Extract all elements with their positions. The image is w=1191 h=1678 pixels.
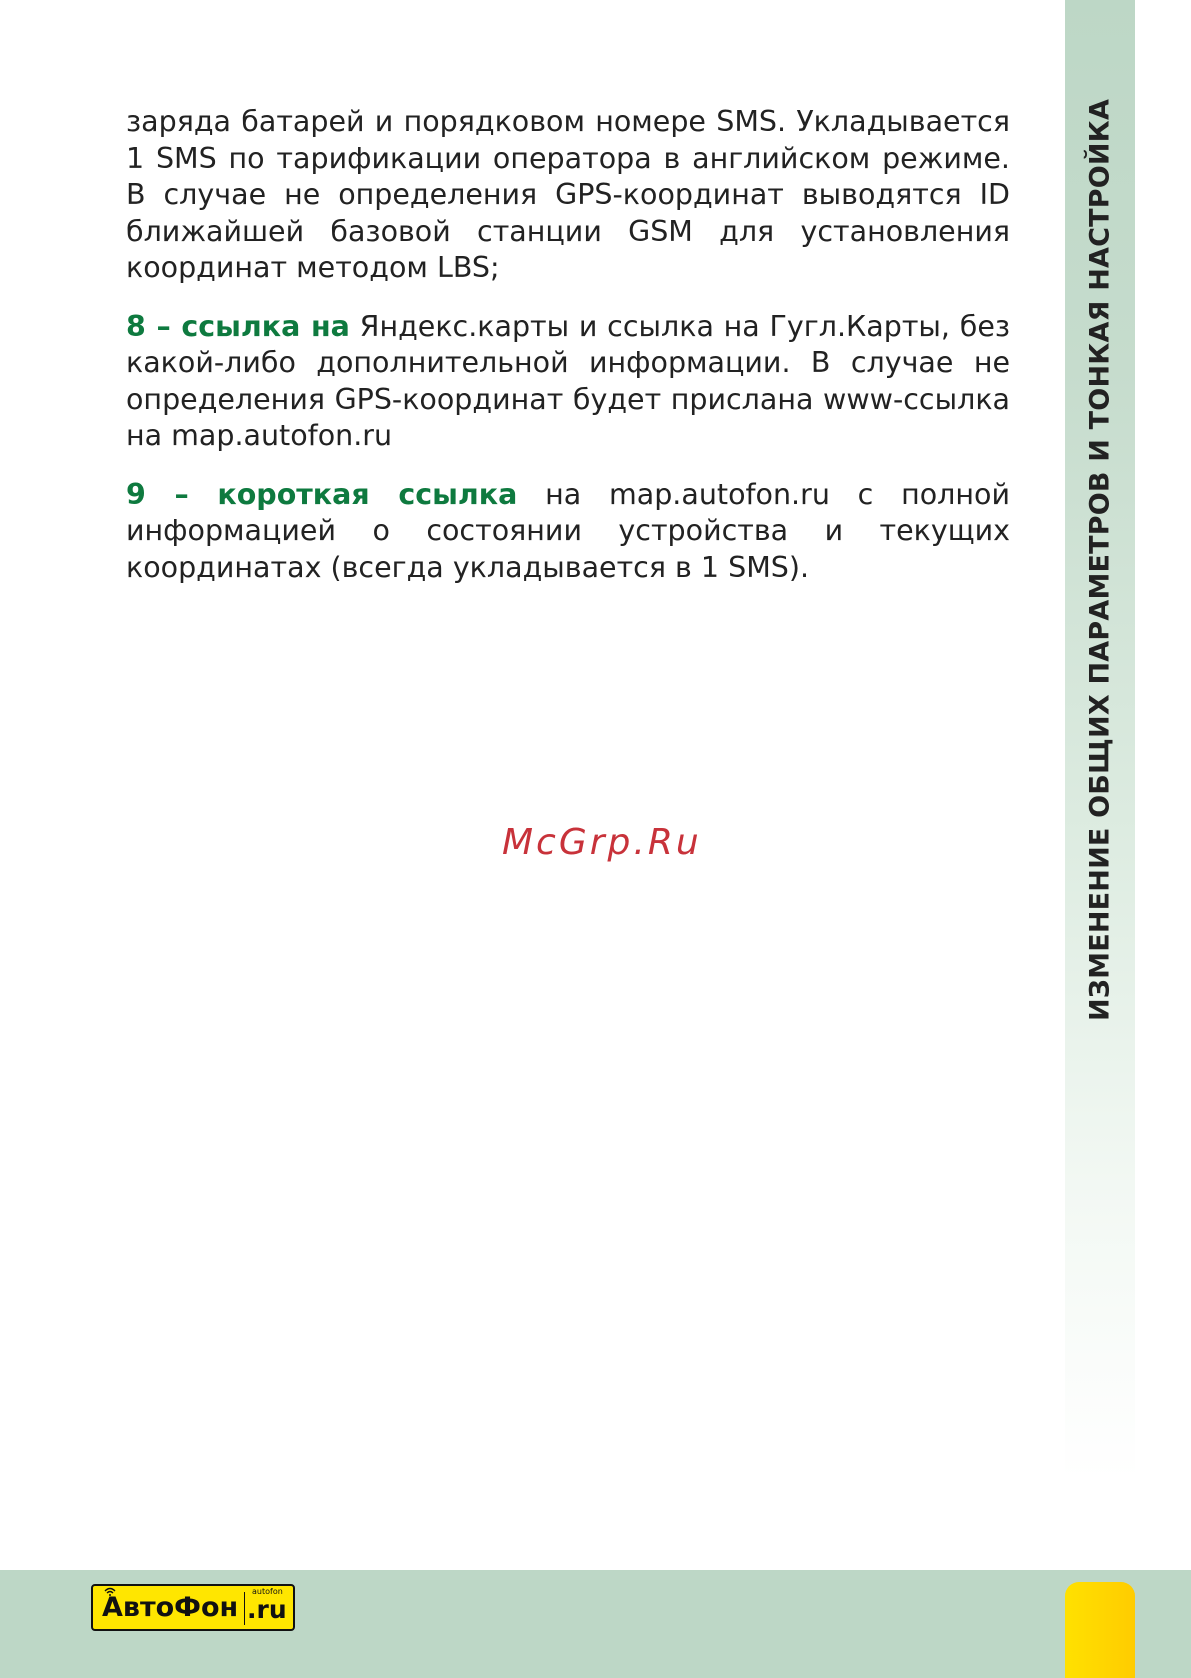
- paragraph-battery-info: [126, 104, 1010, 287]
- paragraph-text: заряда батарей и порядковом номере SMS. Укладывается 1 SMS по тарификации оператора в английском режиме. В случае не определения GPS-координат выводятся ID ближайшей базовой станции GSM для установления координат методом LBS;: [126, 105, 1010, 284]
- logo-small-text: autofon: [252, 1587, 283, 1596]
- autofon-logo: [91, 1584, 295, 1631]
- logo-ru-text: .ru: [247, 1595, 287, 1624]
- logo-main-text: АвтоФон: [102, 1592, 239, 1623]
- logo-divider: [244, 1592, 245, 1625]
- option-8-lead: 8 – ссылка на: [126, 309, 350, 343]
- page-content: [126, 104, 1010, 608]
- watermark: McGrp.Ru: [502, 822, 702, 863]
- option-9-lead: 9 – короткая ссылка: [126, 477, 518, 511]
- paragraph-text: Яндекс.карты и ссылка на Гугл.Карты, без какой-либо дополнительной информации. В случае не определения GPS-координат будет прислана www-ссылка на map.autofon.ru: [126, 309, 1011, 452]
- section-side-title: ИЗМЕНЕНИЕ ОБЩИХ ПАРАМЕТРОВ И ТОНКАЯ НАСТРОЙКА: [1084, 98, 1116, 1022]
- paragraph-option-8: [126, 309, 1010, 455]
- paragraph-option-9: [126, 477, 1010, 587]
- paragraph-text: на map.autofon.ru с полной информацией о состоянии устройства и текущих координатах (всегда укладывается в 1 SMS).: [126, 477, 1010, 584]
- page-tab: [1065, 1582, 1135, 1678]
